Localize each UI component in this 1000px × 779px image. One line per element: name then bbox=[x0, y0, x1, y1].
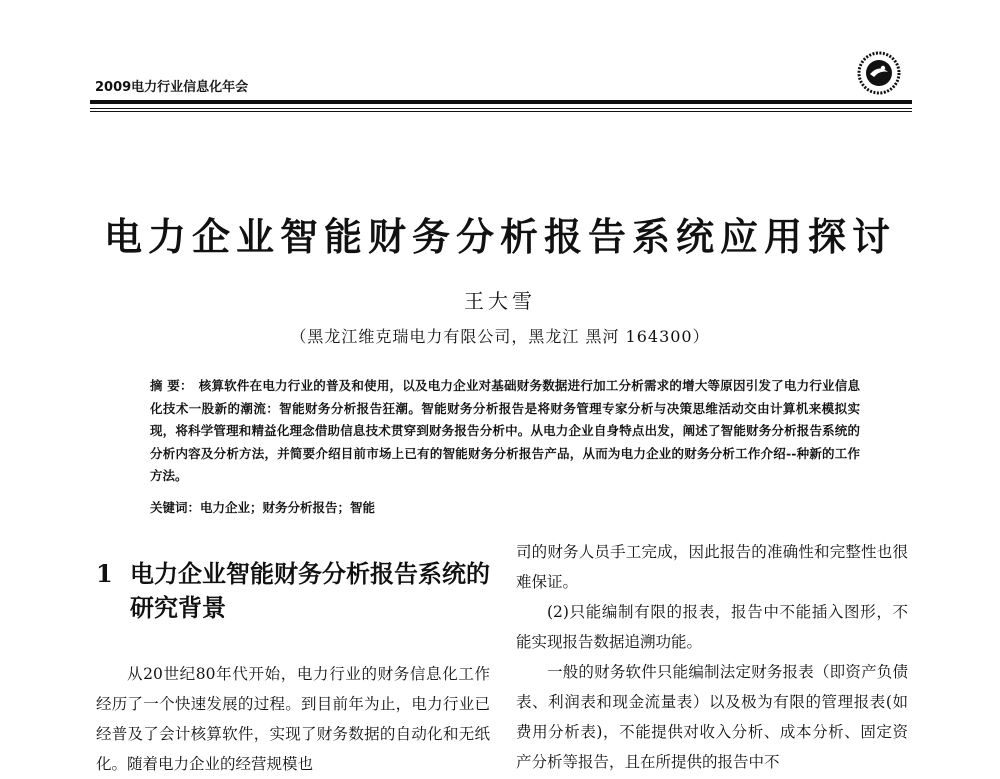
header-rule-thin-2 bbox=[90, 111, 912, 112]
keywords bbox=[150, 497, 860, 519]
header-rule-thin bbox=[90, 108, 912, 109]
section-title: 电力企业智能财务分析报告系统的研究背景 bbox=[130, 559, 490, 622]
conference-emblem-icon bbox=[856, 50, 902, 96]
right-paragraph-3: 一般的财务软件只能编制法定财务报表（即资产负债表、利润表和现金流量表）以及极为有限的管理报表(如费用分析表)，不能提供对收入分析、成本分析、固定资产分析等报告，且在所提供的报告中不 bbox=[516, 663, 908, 771]
header-rule-thick bbox=[90, 100, 912, 104]
section-paragraph: 从20世纪80年代开始，电力行业的财务信息化工作经历了一个快速发展的过程。到目前年为止，电力行业已经普及了会计核算软件，实现了财务数据的自动化和无纸化。随着电力企业的经营规模也 bbox=[96, 665, 490, 773]
section-number: 1 bbox=[96, 559, 113, 588]
keywords-text: 电力企业；财务分析报告；智能 bbox=[200, 500, 376, 515]
paper-title: 电力企业智能财务分析报告系统应用探讨 bbox=[103, 214, 896, 259]
abstract-label: 摘 要： bbox=[150, 378, 193, 393]
right-column bbox=[516, 537, 908, 777]
abstract bbox=[150, 375, 860, 488]
section-heading bbox=[96, 557, 490, 625]
author-affiliation: （黑龙江维克瑞电力有限公司，黑龙江 黑河 164300） bbox=[290, 327, 710, 346]
keywords-label: 关键词： bbox=[150, 500, 201, 515]
left-column bbox=[96, 557, 490, 779]
paper-author: 王大雪 bbox=[464, 289, 536, 313]
abstract-text: 核算软件在电力行业的普及和使用，以及电力企业对基础财务数据进行加工分析需求的增大等原因引发了电力行业信息化技术一股新的潮流：智能财务分析报告狂潮。智能财务分析报告是将财务管理专家分析与决策思维活动交由计算机来模拟实现，将科学管理和精益化理念借助信息技术贯穿到财务报告分析中。从电力企业自身特点出发，阐述了智能财务分析报告系统的分析内容及分析方法，并简要介绍目前市场上已有的智能财务分析报告产品，从而为电力企业的财务分析工作介绍--种新的工作方法。 bbox=[150, 378, 860, 483]
right-paragraph-2: (2)只能编制有限的报表，报告中不能插入图形，不能实现报告数据追溯功能。 bbox=[516, 603, 908, 651]
right-paragraph-1: 司的财务人员手工完成，因此报告的准确性和完整性也很难保证。 bbox=[516, 543, 908, 591]
conference-header: 2009电力行业信息化年会 bbox=[95, 80, 249, 95]
